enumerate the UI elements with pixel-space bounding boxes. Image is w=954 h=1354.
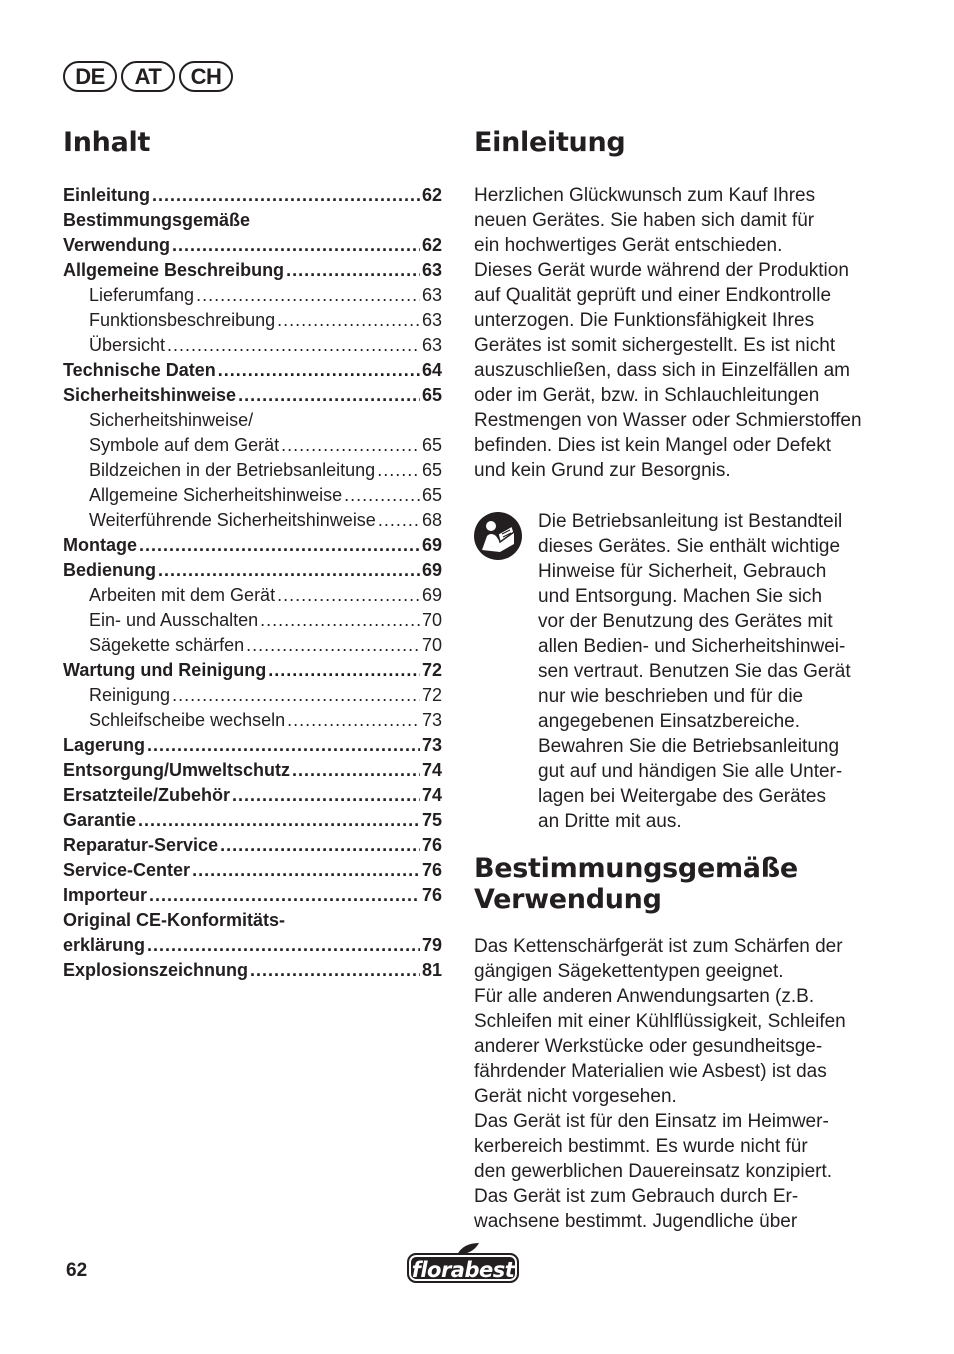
toc-entry-label: Sicherheitshinweise/ [89, 410, 254, 430]
toc-entry-label: Entsorgung/Umweltschutz [63, 760, 291, 780]
toc-entry[interactable] [63, 758, 442, 783]
notice-line: nur wie beschrieben und für die [538, 686, 804, 707]
usage-line: Das Kettenschärfgerät ist zum Schärfen der [474, 936, 843, 957]
toc-entry-page: 65 [421, 485, 442, 505]
toc-entry[interactable] [63, 433, 442, 458]
usage-line: den gewerblichen Dauereinsatz konzipiert. [474, 1161, 833, 1182]
toc-entry-page: 69 [421, 560, 442, 580]
toc-entry[interactable] [63, 258, 442, 283]
usage-line: Gerät nicht vorgesehen. [474, 1086, 677, 1107]
toc-entry[interactable] [63, 308, 442, 333]
toc-entry-label: Sägekette schärfen [89, 635, 245, 655]
intro-line: auf Qualität geprüft und einer Endkontrolle [474, 285, 832, 306]
toc-leader-dots [139, 533, 420, 558]
toc-leader-dots [277, 583, 420, 608]
intro-line: oder im Gerät, bzw. in Schlauchleitungen [474, 385, 820, 406]
brand-logo [407, 1242, 519, 1284]
country-badges [63, 61, 233, 92]
toc-entry[interactable] [63, 533, 442, 558]
toc-entry-page: 81 [421, 960, 442, 980]
toc-entry-label: Ersatzteile/Zubehör [63, 785, 231, 805]
toc-entry[interactable] [63, 858, 442, 883]
toc-entry-label: Weiterführende Sicherheitshinweise [89, 510, 376, 530]
toc-leader-dots [281, 433, 420, 458]
toc-entry-page: 76 [421, 885, 442, 905]
toc-leader-dots [250, 958, 420, 983]
toc-entry[interactable] [63, 658, 442, 683]
toc-entry-label: Sicherheitshinweise [63, 385, 237, 405]
toc-entry[interactable] [63, 183, 442, 208]
toc-leader-dots [378, 508, 420, 533]
intro-title: Einleitung [474, 127, 626, 158]
toc-entry[interactable] [63, 808, 442, 833]
intro-line: Restmengen von Wasser oder Schmierstoffen [474, 410, 862, 431]
toc-entry-label: Reinigung [89, 685, 171, 705]
toc-entry-page: 63 [421, 310, 442, 330]
toc-entry[interactable] [63, 933, 442, 958]
toc-entry[interactable] [63, 708, 442, 733]
notice-line: gut auf und händigen Sie alle Unter- [538, 761, 843, 782]
toc-entry[interactable] [63, 783, 442, 808]
toc-entry-label: Allgemeine Beschreibung [63, 260, 285, 280]
toc-leader-dots [138, 808, 420, 833]
toc-entry-page: 74 [421, 785, 442, 805]
toc-leader-dots [149, 883, 420, 908]
toc-entry-label: Lagerung [63, 735, 146, 755]
notice-line: dieses Gerätes. Sie enthält wichtige [538, 536, 841, 557]
toc-leader-dots [196, 283, 420, 308]
toc-leader-dots [167, 333, 420, 358]
toc-leader-dots [158, 558, 420, 583]
intro-line: Gerätes ist somit sichergestellt. Es ist nicht [474, 335, 836, 356]
usage-line: Das Gerät ist für den Einsatz im Heimwer- [474, 1111, 829, 1132]
notice-line: Bewahren Sie die Betriebsanleitung [538, 736, 840, 757]
intro-line: auszuschließen, dass sich in Einzelfällen am [474, 360, 850, 381]
table-of-contents [63, 183, 442, 983]
usage-line: kerbereich bestimmt. Es wurde nicht für [474, 1136, 808, 1157]
toc-entry-label: Ein- und Ausschalten [89, 610, 259, 630]
toc-entry[interactable] [63, 833, 442, 858]
toc-entry-page: 62 [421, 235, 442, 255]
notice-line: Die Betriebsanleitung ist Bestandteil [538, 511, 843, 532]
toc-entry-label: Symbole auf dem Gerät [89, 435, 280, 455]
toc-entry-page: 65 [421, 385, 442, 405]
notice-line: lagen bei Weitergabe des Gerätes [538, 786, 826, 807]
toc-entry[interactable] [63, 558, 442, 583]
toc-leader-dots [172, 683, 420, 708]
toc-entry-label: Importeur [63, 885, 148, 905]
usage-title-line2: Verwendung [474, 884, 662, 915]
country-badge-de: DE [63, 61, 117, 92]
toc-entry-page: 63 [421, 260, 442, 280]
toc-entry[interactable] [63, 483, 442, 508]
toc-entry[interactable] [63, 458, 442, 483]
toc-entry[interactable] [63, 883, 442, 908]
toc-entry-page: 65 [421, 460, 442, 480]
toc-entry[interactable] [63, 333, 442, 358]
toc-entry-page: 69 [421, 535, 442, 555]
notice-line: vor der Benutzung des Gerätes mit [538, 611, 833, 632]
usage-line: Das Gerät ist zum Gebrauch durch Er- [474, 1186, 799, 1207]
toc-entry[interactable] [63, 383, 442, 408]
notice-line: angegebenen Einsatzbereiche. [538, 711, 800, 732]
intro-paragraph [474, 183, 862, 483]
toc-entry-label: Funktionsbeschreibung [89, 310, 276, 330]
toc-entry-page: 63 [421, 335, 442, 355]
toc-leader-dots [286, 258, 420, 283]
toc-entry-page: 76 [421, 835, 442, 855]
toc-entry[interactable] [63, 583, 442, 608]
toc-entry-label: Arbeiten mit dem Gerät [89, 585, 276, 605]
toc-entry-page: 70 [421, 610, 442, 630]
toc-entry[interactable] [63, 633, 442, 658]
toc-entry-page: 68 [421, 510, 442, 530]
toc-leader-dots [238, 383, 420, 408]
toc-leader-dots [147, 733, 420, 758]
toc-entry[interactable] [63, 958, 442, 983]
toc-entry-page: 76 [421, 860, 442, 880]
toc-entry-label: Bildzeichen in der Betriebsanleitung [89, 460, 376, 480]
brand-name: florabest [407, 1253, 519, 1283]
usage-title [474, 853, 798, 915]
manual-notice-paragraph [538, 509, 851, 834]
toc-leader-dots [220, 833, 420, 858]
toc-entry-label: Wartung und Reinigung [63, 660, 267, 680]
toc-entry[interactable] [63, 608, 442, 633]
usage-line: anderer Werkstücke oder gesundheitsge- [474, 1036, 823, 1057]
toc-entry-label: Explosionszeichnung [63, 960, 249, 980]
page-number: 62 [66, 1260, 88, 1281]
toc-entry-label: Service-Center [63, 860, 191, 880]
toc-entry-page: 65 [421, 435, 442, 455]
toc-leader-dots [172, 233, 420, 258]
toc-entry-label: Reparatur-Service [63, 835, 219, 855]
toc-entry-page: 70 [421, 635, 442, 655]
notice-line: allen Bedien- und Sicherheitshinwei- [538, 636, 846, 657]
toc-entry[interactable] [63, 908, 442, 933]
notice-line: Hinweise für Sicherheit, Gebrauch [538, 561, 827, 582]
toc-entry[interactable] [63, 233, 442, 258]
usage-title-line1: Bestimmungsgemäße [474, 853, 798, 884]
toc-entry-page: 62 [421, 185, 442, 205]
toc-entry-label: Allgemeine Sicherheitshinweise [89, 485, 343, 505]
toc-leader-dots [277, 308, 420, 333]
toc-entry-label: Übersicht [89, 335, 166, 355]
usage-paragraph [474, 934, 846, 1234]
toc-leader-dots [152, 183, 420, 208]
toc-leader-dots [147, 933, 420, 958]
toc-entry[interactable] [63, 408, 442, 433]
toc-leader-dots [287, 708, 420, 733]
toc-entry[interactable] [63, 733, 442, 758]
toc-entry-label: Garantie [63, 810, 137, 830]
intro-line: Herzlichen Glückwunsch zum Kauf Ihres [474, 185, 816, 206]
toc-entry-label: erklärung [63, 935, 146, 955]
toc-entry-page: 74 [421, 760, 442, 780]
toc-entry-page: 72 [421, 660, 442, 680]
usage-line: fährdender Materialien wie Asbest) ist das [474, 1061, 827, 1082]
country-badge-at: AT [121, 61, 175, 92]
toc-entry[interactable] [63, 683, 442, 708]
toc-leader-dots [344, 483, 420, 508]
intro-line: und kein Grund zur Besorgnis. [474, 460, 731, 481]
toc-entry-page: 72 [421, 685, 442, 705]
toc-entry[interactable] [63, 358, 442, 383]
toc-entry-page: 64 [421, 360, 442, 380]
toc-entry-page: 63 [421, 285, 442, 305]
usage-line: Für alle anderen Anwendungsarten (z.B. [474, 986, 815, 1007]
usage-line: Schleifen mit einer Kühlflüssigkeit, Schleifen [474, 1011, 846, 1032]
toc-leader-dots [292, 758, 420, 783]
intro-line: Dieses Gerät wurde während der Produktion [474, 260, 849, 281]
intro-line: ein hochwertiges Gerät entschieden. [474, 235, 783, 256]
toc-entry-page: 73 [421, 735, 442, 755]
toc-entry-label: Lieferumfang [89, 285, 195, 305]
toc-entry-page: 75 [421, 810, 442, 830]
toc-entry-page: 73 [421, 710, 442, 730]
toc-leader-dots [377, 458, 420, 483]
notice-line: an Dritte mit aus. [538, 811, 682, 832]
read-manual-icon [474, 512, 522, 560]
country-badge-ch: CH [179, 61, 233, 92]
toc-entry-label: Verwendung [63, 235, 171, 255]
toc-leader-dots [260, 608, 420, 633]
toc-leader-dots [232, 783, 420, 808]
toc-leader-dots [246, 633, 420, 658]
toc-entry[interactable] [63, 283, 442, 308]
notice-line: und Entsorgung. Machen Sie sich [538, 586, 823, 607]
toc-entry-label: Technische Daten [63, 360, 216, 380]
toc-leader-dots [218, 358, 420, 383]
toc-entry-label: Montage [63, 535, 137, 555]
toc-entry-label: Original CE-Konformitäts- [63, 910, 286, 930]
usage-line: wachsene bestimmt. Jugendliche über [474, 1211, 798, 1232]
toc-entry-page: 79 [421, 935, 442, 955]
notice-line: sen vertraut. Benutzen Sie das Gerät [538, 661, 851, 682]
intro-line: neuen Gerätes. Sie haben sich damit für [474, 210, 815, 231]
intro-line: befinden. Dies ist kein Mangel oder Defekt [474, 435, 831, 456]
toc-entry-page: 69 [421, 585, 442, 605]
toc-title: Inhalt [63, 127, 151, 158]
toc-entry-label: Einleitung [63, 185, 150, 205]
toc-entry[interactable] [63, 208, 442, 233]
toc-leader-dots [268, 658, 420, 683]
toc-entry-label: Schleifscheibe wechseln [89, 710, 286, 730]
toc-entry-label: Bedienung [63, 560, 156, 580]
intro-line: unterzogen. Die Funktionsfähigkeit Ihres [474, 310, 815, 331]
toc-entry[interactable] [63, 508, 442, 533]
toc-leader-dots [192, 858, 420, 883]
usage-line: gängigen Sägekettentypen geeignet. [474, 961, 784, 982]
toc-entry-label: Bestimmungsgemäße [63, 210, 251, 230]
